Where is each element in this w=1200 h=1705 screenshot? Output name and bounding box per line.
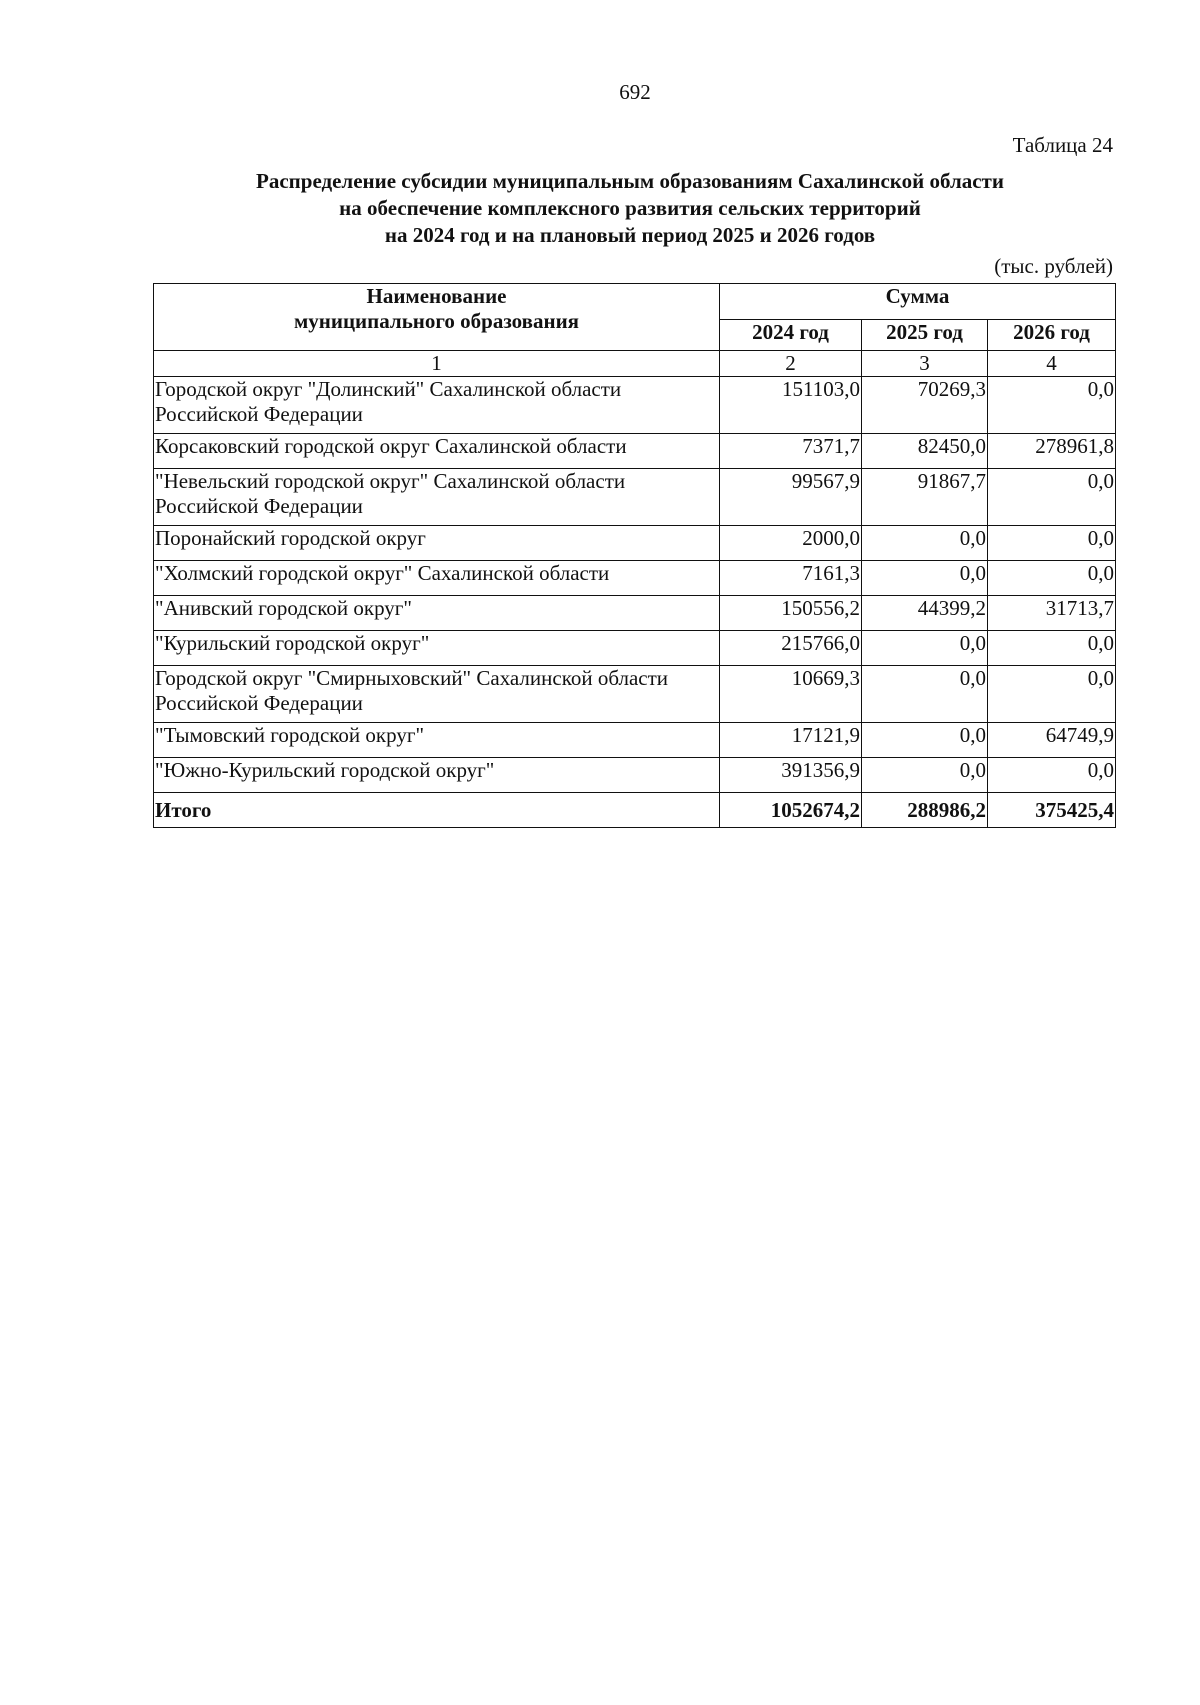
title-line-2: на обеспечение комплексного развития сельских территорий bbox=[339, 196, 921, 220]
municipality-name: Корсаковский городской округ Сахалинской области bbox=[154, 434, 720, 469]
header-municipality-line-1: Наименование bbox=[366, 284, 507, 308]
amount-2024: 17121,9 bbox=[720, 723, 862, 758]
total-2026: 375425,4 bbox=[988, 793, 1116, 828]
amount-2026: 31713,7 bbox=[988, 596, 1116, 631]
amount-2026: 0,0 bbox=[988, 526, 1116, 561]
amount-2025: 0,0 bbox=[862, 666, 988, 723]
table-row bbox=[154, 723, 1116, 758]
amount-2024: 2000,0 bbox=[720, 526, 862, 561]
header-sum: Сумма bbox=[720, 284, 1116, 320]
total-row bbox=[154, 793, 1116, 828]
table-row bbox=[154, 434, 1116, 469]
amount-2026: 278961,8 bbox=[988, 434, 1116, 469]
document-title bbox=[150, 168, 1110, 249]
title-line-1: Распределение субсидии муниципальным образованиям Сахалинской области bbox=[256, 169, 1004, 193]
table-row bbox=[154, 377, 1116, 434]
amount-2026: 0,0 bbox=[988, 631, 1116, 666]
header-year-2026: 2026 год bbox=[988, 319, 1116, 350]
total-2024: 1052674,2 bbox=[720, 793, 862, 828]
amount-2024: 7161,3 bbox=[720, 561, 862, 596]
amount-2024: 215766,0 bbox=[720, 631, 862, 666]
amount-2024: 99567,9 bbox=[720, 469, 862, 526]
municipality-name: "Анивский городской округ" bbox=[154, 596, 720, 631]
amount-2024: 150556,2 bbox=[720, 596, 862, 631]
header-year-2025: 2025 год bbox=[862, 319, 988, 350]
amount-2024: 7371,7 bbox=[720, 434, 862, 469]
table-row bbox=[154, 469, 1116, 526]
municipality-name: "Тымовский городской округ" bbox=[154, 723, 720, 758]
municipality-name: "Невельский городской округ" Сахалинской области Российской Федерации bbox=[154, 469, 720, 526]
amount-2024: 151103,0 bbox=[720, 377, 862, 434]
municipality-name: "Курильский городской округ" bbox=[154, 631, 720, 666]
amount-2025: 0,0 bbox=[862, 561, 988, 596]
amount-2025: 82450,0 bbox=[862, 434, 988, 469]
header-year-2024: 2024 год bbox=[720, 319, 862, 350]
amount-2025: 0,0 bbox=[862, 723, 988, 758]
amount-2026: 0,0 bbox=[988, 758, 1116, 793]
table-row bbox=[154, 561, 1116, 596]
amount-2026: 0,0 bbox=[988, 561, 1116, 596]
column-number: 2 bbox=[720, 351, 862, 377]
municipality-name: Поронайский городской округ bbox=[154, 526, 720, 561]
column-number: 3 bbox=[862, 351, 988, 377]
amount-2024: 10669,3 bbox=[720, 666, 862, 723]
table-row bbox=[154, 596, 1116, 631]
header-municipality-line-2: муниципального образования bbox=[293, 309, 580, 333]
amount-2025: 70269,3 bbox=[862, 377, 988, 434]
amount-2026: 64749,9 bbox=[988, 723, 1116, 758]
table-row bbox=[154, 631, 1116, 666]
subsidy-distribution-table bbox=[153, 283, 1116, 828]
municipality-name: Городской округ "Смирныховский" Сахалинской области Российской Федерации bbox=[154, 666, 720, 723]
table-row bbox=[154, 526, 1116, 561]
amount-2025: 0,0 bbox=[862, 631, 988, 666]
amount-2026: 0,0 bbox=[988, 666, 1116, 723]
total-label: Итого bbox=[154, 793, 720, 828]
title-line-3: на 2024 год и на плановый период 2025 и 2026 годов bbox=[384, 223, 876, 247]
column-number: 1 bbox=[154, 351, 720, 377]
amount-2024: 391356,9 bbox=[720, 758, 862, 793]
table-label: Таблица 24 bbox=[1012, 133, 1113, 157]
table-row bbox=[154, 758, 1116, 793]
total-2025: 288986,2 bbox=[862, 793, 988, 828]
amount-2025: 0,0 bbox=[862, 758, 988, 793]
municipality-name: "Южно-Курильский городской округ" bbox=[154, 758, 720, 793]
column-number-row bbox=[154, 351, 1116, 377]
amount-2025: 91867,7 bbox=[862, 469, 988, 526]
municipality-name: Городской округ "Долинский" Сахалинской области Российской Федерации bbox=[154, 377, 720, 434]
amount-2026: 0,0 bbox=[988, 469, 1116, 526]
table-row bbox=[154, 666, 1116, 723]
amount-2025: 0,0 bbox=[862, 526, 988, 561]
page-number: 692 bbox=[619, 80, 651, 104]
municipality-name: "Холмский городской округ" Сахалинской области bbox=[154, 561, 720, 596]
unit-label: (тыс. рублей) bbox=[994, 254, 1113, 278]
column-number: 4 bbox=[988, 351, 1116, 377]
header-municipality bbox=[154, 284, 720, 351]
amount-2026: 0,0 bbox=[988, 377, 1116, 434]
amount-2025: 44399,2 bbox=[862, 596, 988, 631]
